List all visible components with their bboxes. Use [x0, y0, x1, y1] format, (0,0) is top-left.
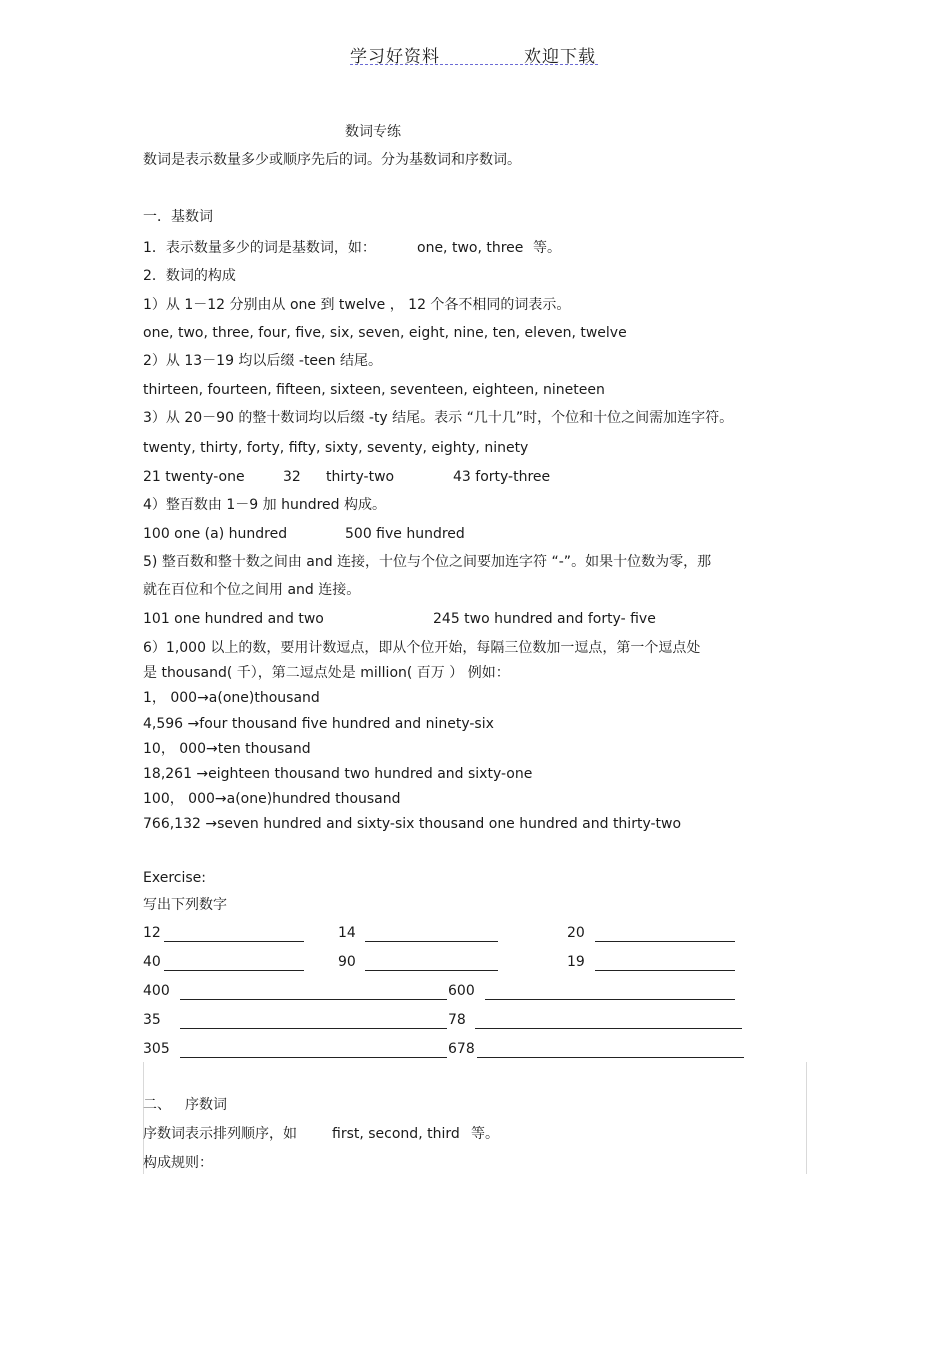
answer-blank[interactable]: [595, 941, 735, 942]
answer-blank[interactable]: [365, 970, 498, 971]
cardinal-l1-a: 1．表示数量多少的词是基数词，如：: [143, 240, 376, 256]
intro-text: 数词是表示数量多少或顺序先后的词。分为基数词和序数词。: [143, 152, 521, 168]
rule-4: 4）整百数由 1－9 加 hundred 构成。: [143, 497, 386, 513]
cardinal-l1-b: one, two, three: [417, 240, 524, 256]
rule-5-line1: 5) 整百数和整十数之间由 and 连接，十位与个位之间要加连字符 “-”。如果十位数为零，那: [143, 554, 712, 570]
answer-blank[interactable]: [485, 999, 735, 1000]
rule-2: 2）从 13－19 均以后缀 -teen 结尾。: [143, 353, 382, 369]
answer-blank[interactable]: [365, 941, 498, 942]
exercise-number: 600: [448, 983, 475, 999]
exercise-number: 35: [143, 1012, 161, 1028]
exercise-number: 78: [448, 1012, 466, 1028]
rule-4-ex-100: 100 one (a) hundred: [143, 526, 288, 542]
cardinal-l1-c: 等。: [533, 240, 561, 256]
exercise-number: 305: [143, 1041, 170, 1057]
exercise-number: 20: [567, 925, 585, 941]
ordinal-heading-number: 二、: [143, 1097, 171, 1113]
rule-3-ex-21: 21 twenty-one: [143, 469, 245, 485]
header-left: 学习好资料: [350, 47, 440, 67]
answer-blank[interactable]: [180, 1057, 447, 1058]
rule-2-example: thirteen, fourteen, fifteen, sixteen, seventeen, eighteen, nineteen: [143, 382, 605, 398]
exercise-number: 12: [143, 925, 161, 941]
rule-3-ex-43: 43 forty-three: [453, 469, 551, 485]
exercise-number: 400: [143, 983, 170, 999]
rule-3-example: twenty, thirty, forty, fifty, sixty, seventy, eighty, ninety: [143, 440, 529, 456]
ordinal-l1-c: 等。: [471, 1126, 499, 1142]
answer-blank[interactable]: [180, 1028, 447, 1029]
rule-6-line1: 6）1,000 以上的数，要用计数逗点，即从个位开始，每隔三位数加一逗点，第一个逗点处: [143, 640, 701, 656]
ordinal-heading: 序数词: [185, 1097, 227, 1113]
example-line: 10， 000→ten thousand: [143, 741, 311, 757]
answer-blank[interactable]: [164, 941, 304, 942]
rule-3: 3）从 20－90 的整十数词均以后缀 -ty 结尾。表示 “几十几”时，个位和十位之间需加连字符。: [143, 410, 734, 426]
rule-4-ex-500: 500 five hundred: [345, 526, 465, 542]
example-line: 100， 000→a(one)hundred thousand: [143, 791, 401, 807]
example-line: 1， 000→a(one)thousand: [143, 690, 320, 706]
ordinal-rules-label: 构成规则：: [143, 1155, 213, 1171]
answer-blank[interactable]: [180, 999, 447, 1000]
exercise-instruction: 写出下列数字: [143, 897, 227, 913]
page-title: 数词专练: [345, 124, 401, 140]
answer-blank[interactable]: [164, 970, 304, 971]
ordinal-l1-a: 序数词表示排列顺序，如: [143, 1126, 297, 1142]
rule-3-ex-32-word: thirty-two: [326, 469, 395, 485]
exercise-label: Exercise:: [143, 870, 206, 886]
exercise-number: 40: [143, 954, 161, 970]
exercise-number: 678: [448, 1041, 475, 1057]
rule-3-ex-32-num: 32: [283, 469, 301, 485]
cardinal-l2: 2．数词的构成: [143, 268, 236, 284]
header-right: 欢迎下载: [524, 47, 596, 67]
rule-5-ex-101: 101 one hundred and two: [143, 611, 324, 627]
exercise-number: 14: [338, 925, 356, 941]
rule-1-example: one, two, three, four, five, six, seven, eight, nine, ten, eleven, twelve: [143, 325, 627, 341]
rule-6-line2: 是 thousand( 千），第二逗点处是 million( 百万 ） 例如：: [143, 665, 510, 681]
answer-blank[interactable]: [477, 1057, 744, 1058]
rule-1: 1）从 1－12 分别由从 one 到 twelve ， 12 个各不相同的词表示。: [143, 297, 571, 313]
header-dashed-rule: [350, 64, 598, 65]
answer-blank[interactable]: [475, 1028, 742, 1029]
rule-5-line2: 就在百位和个位之间用 and 连接。: [143, 582, 361, 598]
cardinal-heading: 一．基数词: [143, 209, 213, 225]
exercise-number: 19: [567, 954, 585, 970]
rule-5-ex-245: 245 two hundred and forty- five: [433, 611, 656, 627]
margin-line-right: [806, 1062, 807, 1174]
example-line: 4,596 →four thousand five hundred and ninety-six: [143, 716, 494, 732]
answer-blank[interactable]: [595, 970, 735, 971]
ordinal-l1-b: first, second, third: [332, 1126, 460, 1142]
exercise-number: 90: [338, 954, 356, 970]
example-line: 18,261 →eighteen thousand two hundred and sixty-one: [143, 766, 533, 782]
example-line: 766,132 →seven hundred and sixty-six thousand one hundred and thirty-two: [143, 816, 682, 832]
